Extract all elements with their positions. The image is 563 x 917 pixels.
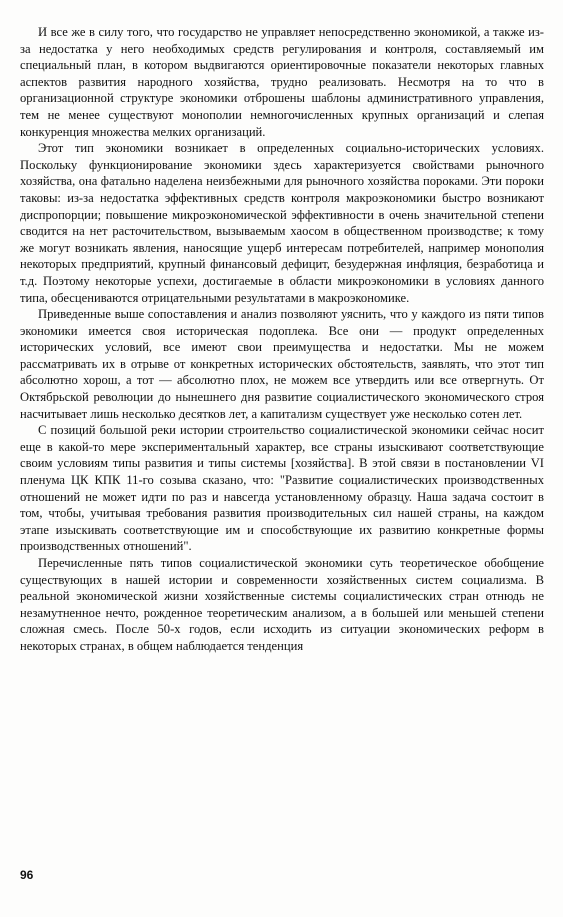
paragraph-2: Этот тип экономики возникает в определенных социально-исторических условиях. Поскольку функционирование экономики здесь характеризуется свойствами рыночного хозяйства, она фатально наделена неизбежными для рыночного хозяйства пороками. Эти пороки таковы: из-за недостатка эффективных средств контроля макроэкономики быстро возникают диспропорции; повышение микроэкономической эффективности в очень значительной степени сводится на нет расточительством, вызываемым хаосом в общественном производстве; к тому же могут возникать явления, наносящие ущерб интересам потребителей, например монополия некоторых предприятий, крупный финансовый дефицит, безудержная инфляция, безработица и т.д. Поэтому некоторые успехи, достигаемые в области микроэкономики в условиях данного типа, обесцениваются отрицательными результатами в макроэкономике.: [20, 141, 544, 305]
paragraph-1: И все же в силу того, что государство не управляет непосредственно экономикой, а также из-за недостатка у него необходимых средств регулирования и контроля, составляемый им специальный план, в котором выдвигаются ориентировочные показатели некоторых главных аспектов развития народного хозяйства, трудно реализовать. Несмотря на то что в организационной структуре экономики отброшены шаблоны административного управления, тем не менее существуют монополии немногочисленных крупных организаций и слепая конкуренция множества мелких организаций.: [20, 25, 544, 139]
body-text: [20, 24, 544, 655]
paragraph-4: С позиций большой реки истории строительство социалистической экономики сейчас носит еще в какой-то мере экспериментальный характер, все страны изыскивают соответствующие своим условиям типы развития и типы системы [хозяйства]. В этой связи в постановлении VI пленума ЦК КПК 11-го созыва сказано, что: "Развитие социалистических производственных отношений не может идти по раз и навсегда установленному образцу. Наша задача состоит в том, чтобы, учитывая требования развития производительных сил нашей страны, на каждом этапе изыскивать соответствующие им и способствующие их развитию конкретные формы производственных отношений".: [20, 423, 544, 554]
page-number: 96: [20, 868, 34, 882]
paragraph-3: Приведенные выше сопоставления и анализ позволяют уяснить, что у каждого из пяти типов экономики имеется своя историческая подоплека. Все они — продукт определенных исторических условий, все имеют свои преимущества и недостатки. Мы не можем рассматривать их в отрыве от конкретных исторических обстоятельств, заявлять, что этот тип абсолютно хорош, а тот — абсолютно плох, не можем все утвердить или все отвергнуть. От Октябрьской революции до нынешнего дня развитие социалистического экономического строя насчитывает лишь несколько десятков лет, а капитализм существует уже несколько сотен лет.: [20, 307, 544, 421]
paragraph-5: Перечисленные пять типов социалистической экономики суть теоретическое обобщение существующих в нашей истории и современности хозяйственных систем социализма. В реальной экономической жизни хозяйственные системы социалистических стран отнюдь не незамутненное нечто, рожденное теоретическим анализом, а в большей или меньшей степени сложная смесь. После 50-х годов, если исходить из ситуации экономических реформ в некоторых странах, в общем наблюдается тенденция: [20, 556, 544, 653]
